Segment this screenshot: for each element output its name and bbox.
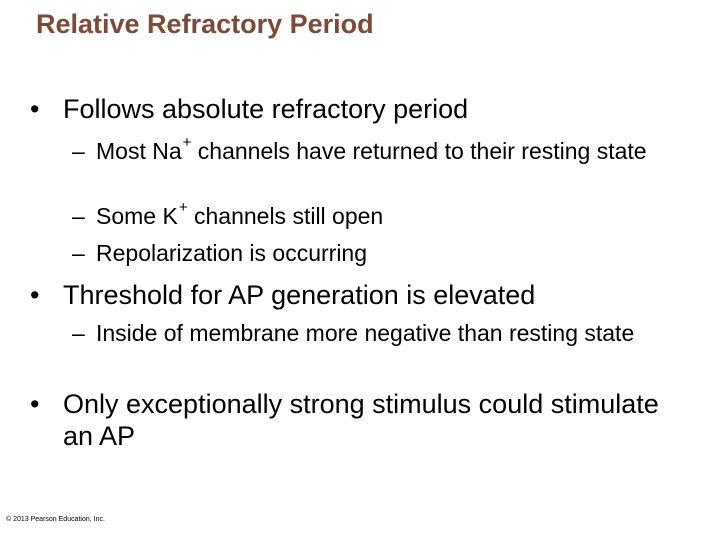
sub-bullet-k-channels <box>72 201 672 231</box>
sub-bullet-inside-membrane <box>72 318 672 348</box>
bullet-marker: • <box>30 280 40 310</box>
ion-charge: + <box>178 199 188 217</box>
sub-bullet-text: Repolarization is occurring <box>96 240 368 266</box>
sub-bullet-text: Most Na+ channels have returned to their resting state <box>96 134 647 164</box>
bullet-marker: • <box>30 94 40 124</box>
sub-bullet-marker: – <box>72 320 85 346</box>
slide-title: Relative Refractory Period <box>36 9 374 39</box>
copyright-footer: © 2013 Pearson Education, Inc. <box>6 516 105 523</box>
sub-bullet-text: Some K+ channels still open <box>96 199 384 229</box>
sub-bullet-repolarization <box>72 238 672 268</box>
ion-charge: + <box>182 134 192 152</box>
bullet-text: Threshold for AP generation is elevated <box>63 280 536 310</box>
bullet-text: Follows absolute refractory period <box>63 94 469 124</box>
sub-bullet-text: Inside of membrane more negative than resting state <box>96 320 635 346</box>
bullet-text: Only exceptionally strong stimulus could stimulate an AP <box>63 389 659 451</box>
bullet-threshold-elevated <box>30 279 690 311</box>
bullet-follows-absolute <box>30 93 690 125</box>
sub-bullet-marker: – <box>72 203 85 229</box>
sub-bullet-na-channels <box>72 136 672 166</box>
bullet-marker: • <box>30 389 40 419</box>
sub-bullet-marker: – <box>72 240 85 266</box>
bullet-strong-stimulus <box>30 388 690 452</box>
sub-bullet-marker: – <box>72 138 85 164</box>
